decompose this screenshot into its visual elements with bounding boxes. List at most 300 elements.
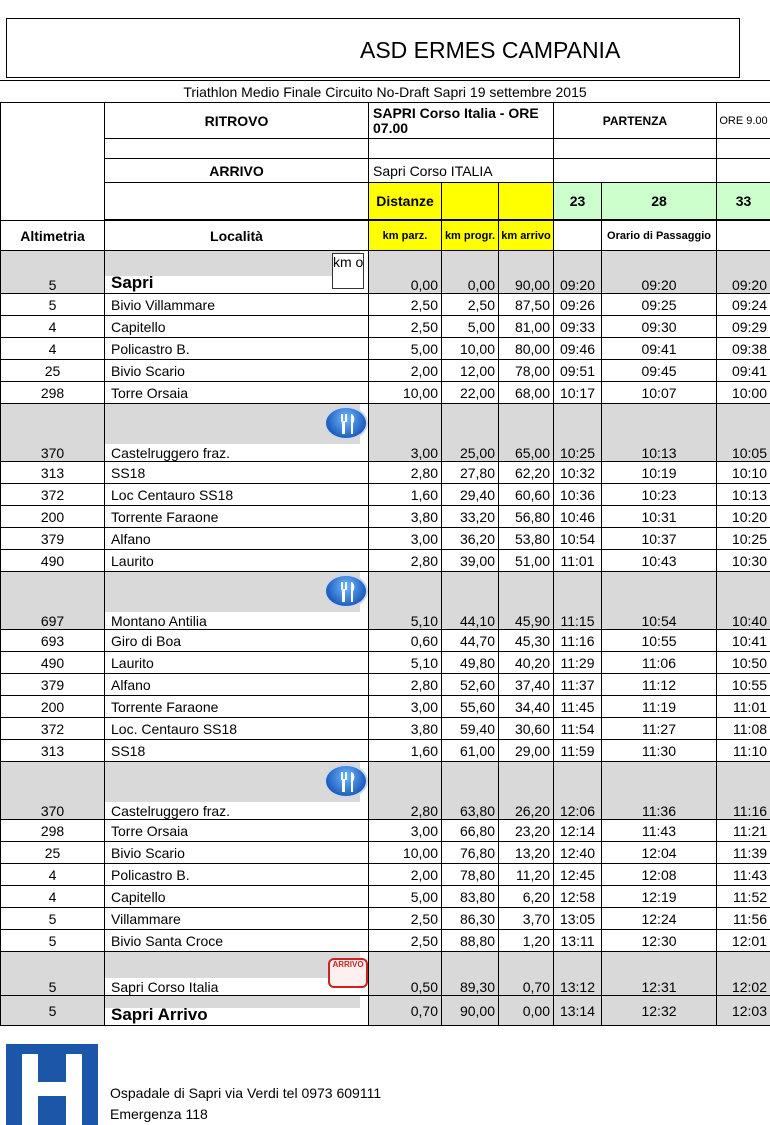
km-parz-cell (369, 630, 442, 652)
time-28-cell (602, 404, 717, 462)
time-28-cell (602, 630, 717, 652)
time-23-cell (554, 506, 602, 528)
cell-value: 3,00 (410, 530, 438, 547)
km-parz-cell (369, 674, 442, 696)
cell-value: 25 (44, 362, 61, 379)
cell-value: 5 (48, 979, 57, 995)
km-progr-cell (442, 316, 499, 338)
speed-23: 23 (554, 183, 602, 220)
route-table (0, 102, 770, 1026)
time-23-cell (554, 251, 602, 294)
time-28-cell (602, 652, 717, 674)
cell-value: 10:00 (731, 384, 768, 401)
cell-value: 0,50 (410, 979, 438, 995)
table-row (1, 996, 770, 1026)
speed-28: 28 (602, 183, 717, 220)
km-progr-cell (442, 930, 499, 952)
location-cell (105, 404, 369, 462)
cell-value: 10:40 (731, 613, 768, 629)
location-name: SS18 (111, 464, 146, 481)
time-23-cell (554, 404, 602, 462)
location-cell (105, 360, 369, 382)
cell-value: 13,20 (514, 844, 550, 861)
time-23-cell (554, 630, 602, 652)
time-28-cell (602, 360, 717, 382)
cell-value: 66,80 (459, 822, 495, 839)
cell-value: 5,00 (467, 318, 495, 335)
cell-value: 80,00 (514, 340, 550, 357)
cell-value: 0,70 (522, 979, 550, 995)
alt-cell (1, 674, 105, 696)
km-progr-cell (442, 360, 499, 382)
km-arrivo-cell (499, 930, 554, 952)
alt-cell (1, 886, 105, 908)
cell-value: 10:54 (559, 530, 596, 547)
cell-value: 59,40 (459, 720, 495, 737)
km-parz-cell (369, 338, 442, 360)
location-cell (105, 820, 369, 842)
cell-value: 11:16 (560, 632, 595, 649)
time-28-cell (602, 462, 717, 484)
time-23-cell (554, 820, 602, 842)
km-arrivo-cell (499, 718, 554, 740)
cell-value: 09:51 (559, 362, 596, 379)
cell-value: 10:13 (731, 486, 768, 503)
location-name: Torre Orsaia (111, 384, 189, 401)
km-arrivo-cell (499, 528, 554, 550)
cell-value: 12:03 (731, 1002, 768, 1019)
km-arrivo-cell (499, 550, 554, 572)
time-23-cell (554, 930, 602, 952)
km-parz-cell (369, 404, 442, 462)
location-cell (105, 316, 369, 338)
cell-value: 11:29 (560, 654, 595, 671)
km-arrivo-cell (499, 996, 554, 1026)
km-arrivo-cell (499, 382, 554, 404)
time-33-cell (717, 506, 770, 528)
altimetria-header: Altimetria (1, 221, 105, 251)
km-parz-cell (369, 506, 442, 528)
table-row (1, 404, 770, 462)
km-arrivo-cell (499, 652, 554, 674)
cell-value: 3,70 (522, 910, 550, 927)
table-row (1, 718, 770, 740)
km-parz-cell (369, 886, 442, 908)
cell-value: 12:30 (641, 932, 677, 949)
cell-value: 55,60 (459, 698, 495, 715)
column-header-row (1, 221, 770, 251)
time-23-cell (554, 294, 602, 316)
cell-value: 34,40 (514, 698, 550, 715)
cell-value: 11:08 (733, 720, 768, 737)
location-cell (105, 996, 369, 1026)
cell-value: 2,00 (410, 866, 438, 883)
cell-value: 11:15 (560, 613, 595, 629)
cell-value: 1,20 (522, 932, 550, 949)
km-progr-cell (442, 820, 499, 842)
alt-cell (1, 908, 105, 930)
cell-value: 10:36 (559, 486, 596, 503)
km-parz-cell (369, 930, 442, 952)
location-name: Giro di Boa (111, 632, 182, 649)
km-arrivo-cell (499, 462, 554, 484)
cell-value: 10:55 (641, 632, 677, 649)
cell-value: 10,00 (459, 340, 495, 357)
alt-cell (1, 864, 105, 886)
cell-value: 29,40 (459, 486, 495, 503)
time-23-cell (554, 696, 602, 718)
cell-value: 09:38 (731, 340, 768, 357)
cell-value: 10:25 (559, 445, 596, 461)
km-parz-cell (369, 740, 442, 762)
km-progr-cell (442, 338, 499, 360)
table-row (1, 316, 770, 338)
cell-value: 2,50 (410, 296, 438, 313)
spacer-row (1, 139, 770, 159)
time-28-cell (602, 930, 717, 952)
table-row (1, 952, 770, 996)
cell-value: 10:30 (731, 552, 768, 569)
cell-value: 313 (40, 742, 65, 759)
time-28-cell (602, 842, 717, 864)
cell-value: 10:54 (641, 613, 677, 629)
cell-value: 12:58 (559, 888, 596, 905)
table-row (1, 820, 770, 842)
alt-cell (1, 404, 105, 462)
time-28-cell (602, 338, 717, 360)
cell-value: 09:29 (731, 318, 768, 335)
km-progr-header: km progr. (442, 221, 499, 251)
cell-value: 36,20 (459, 530, 495, 547)
alt-cell (1, 652, 105, 674)
time-23-cell (554, 360, 602, 382)
cell-value: 12:31 (641, 979, 677, 995)
cell-value: 5,00 (410, 340, 438, 357)
table-row (1, 930, 770, 952)
alt-cell (1, 382, 105, 404)
km-progr-cell (442, 952, 499, 996)
time-28-cell (602, 382, 717, 404)
km-progr-cell (442, 762, 499, 820)
time-33-cell (717, 316, 770, 338)
km-progr-cell (442, 251, 499, 294)
time-33-cell (717, 630, 770, 652)
arrivo-badge-label: ARRIVO (332, 960, 364, 969)
location-cell (105, 696, 369, 718)
km-arrivo-cell (499, 864, 554, 886)
table-row (1, 652, 770, 674)
time-33-cell (717, 996, 770, 1026)
km-arrivo-cell (499, 674, 554, 696)
time-33-cell (717, 382, 770, 404)
cell-value: 490 (40, 552, 65, 569)
title-box (6, 18, 740, 78)
cell-value: 4 (48, 340, 57, 357)
location-name: Capitello (111, 888, 166, 905)
alt-cell (1, 762, 105, 820)
cell-value: 3,00 (410, 822, 438, 839)
cell-value: 11:54 (560, 720, 595, 737)
ritrovo-value: SAPRI Corso Italia - ORE 07.00 (369, 103, 554, 139)
time-23-cell (554, 952, 602, 996)
cell-value: 12:19 (641, 888, 677, 905)
cell-value: 11:06 (642, 654, 676, 671)
cell-value: 45,90 (514, 613, 550, 629)
time-23-cell (554, 528, 602, 550)
cell-value: 11:30 (642, 742, 676, 759)
cell-value: 298 (40, 384, 65, 401)
cell-value: 23,20 (514, 822, 550, 839)
table-row (1, 630, 770, 652)
alt-cell (1, 506, 105, 528)
location-name: SS18 (111, 742, 146, 759)
cell-value: 10:55 (731, 676, 768, 693)
time-23-cell (554, 762, 602, 820)
cell-value: 11:10 (733, 742, 768, 759)
km-arrivo-cell (499, 338, 554, 360)
distanze-label: Distanze (369, 183, 442, 220)
km-arrivo-cell (499, 762, 554, 820)
time-23-cell (554, 382, 602, 404)
time-33-cell (717, 360, 770, 382)
cell-value: 09:41 (731, 362, 768, 379)
cell-value: 60,60 (514, 486, 550, 503)
cell-value: 379 (40, 530, 65, 547)
cell-value: 56,80 (514, 508, 550, 525)
cell-value: 10:05 (731, 445, 768, 461)
cell-value: 490 (40, 654, 65, 671)
alt-cell (1, 820, 105, 842)
cell-value: 5 (48, 932, 57, 949)
km-parz-cell (369, 484, 442, 506)
km-parz-cell (369, 762, 442, 820)
km-progr-cell (442, 864, 499, 886)
km-progr-cell (442, 886, 499, 908)
table-row (1, 674, 770, 696)
table-row (1, 886, 770, 908)
location-name: Torrente Faraone (111, 698, 219, 715)
cell-value: 10:20 (731, 508, 768, 525)
km-parz-cell (369, 294, 442, 316)
cell-value: 09:30 (641, 318, 677, 335)
time-33-cell (717, 930, 770, 952)
cell-value: 0,70 (410, 1002, 438, 1019)
table-row (1, 550, 770, 572)
km-progr-cell (442, 996, 499, 1026)
cell-value: 13:12 (559, 979, 596, 995)
time-23-cell (554, 886, 602, 908)
cell-value: 09:20 (641, 277, 677, 293)
table-row (1, 740, 770, 762)
cell-value: 62,20 (514, 464, 550, 481)
cell-value: 200 (40, 698, 65, 715)
km-progr-cell (442, 484, 499, 506)
km-progr-cell (442, 652, 499, 674)
alt-cell (1, 718, 105, 740)
alt-cell (1, 996, 105, 1026)
location-cell (105, 484, 369, 506)
cell-value: 90,00 (514, 277, 550, 293)
location-name: Policastro B. (111, 866, 190, 883)
location-cell (105, 506, 369, 528)
table-row (1, 864, 770, 886)
cell-value: 11:43 (733, 866, 768, 883)
km-parz-cell (369, 528, 442, 550)
location-name: Loc Centauro SS18 (111, 486, 234, 503)
cell-value: 379 (40, 676, 65, 693)
ritrovo-label: RITROVO (105, 103, 369, 139)
km-progr-cell (442, 696, 499, 718)
km-parz-cell (369, 996, 442, 1026)
km-parz-cell (369, 550, 442, 572)
time-33-cell (717, 696, 770, 718)
km-progr-cell (442, 404, 499, 462)
cell-value: 2,80 (410, 676, 438, 693)
cell-value: 372 (40, 720, 65, 737)
cell-value: 2,50 (410, 910, 438, 927)
km-parz-cell (369, 382, 442, 404)
cell-value: 12:02 (731, 979, 768, 995)
km-arrivo-cell (499, 484, 554, 506)
cell-value: 11:43 (642, 822, 676, 839)
cell-value: 0,00 (467, 277, 495, 293)
hospital-logo (6, 1044, 98, 1125)
time-28-cell (602, 550, 717, 572)
cell-value: 12:06 (559, 803, 596, 819)
km-progr-cell (442, 842, 499, 864)
cell-value: 10:32 (559, 464, 596, 481)
km-arrivo-cell (499, 696, 554, 718)
time-28-cell (602, 484, 717, 506)
cell-value: 6,20 (522, 888, 550, 905)
km-progr-cell (442, 630, 499, 652)
location-cell (105, 842, 369, 864)
cell-value: 27,80 (459, 464, 495, 481)
restaurant-icon (324, 764, 368, 798)
time-33-cell (717, 952, 770, 996)
table-row (1, 696, 770, 718)
cell-value: 2,50 (410, 318, 438, 335)
partenza-label: PARTENZA (554, 103, 717, 139)
time-23-cell (554, 718, 602, 740)
location-cell (105, 528, 369, 550)
cell-value: 11:37 (560, 676, 595, 693)
alt-cell (1, 572, 105, 630)
partenza-time: ORE 9.00 (717, 103, 770, 139)
cell-value: 2,80 (410, 552, 438, 569)
cell-value: 5 (48, 296, 57, 313)
org-title: ASD ERMES CAMPANIA (360, 37, 621, 63)
time-33-cell (717, 718, 770, 740)
cell-value: 12:40 (559, 844, 596, 861)
cell-value: 40,20 (514, 654, 550, 671)
cell-value: 76,80 (459, 844, 495, 861)
time-28-cell (602, 674, 717, 696)
blank-cell (1, 103, 105, 221)
time-28-cell (602, 886, 717, 908)
cell-value: 52,60 (459, 676, 495, 693)
time-33-cell (717, 484, 770, 506)
alt-cell (1, 550, 105, 572)
km-parz-cell (369, 952, 442, 996)
cell-value: 3,00 (410, 698, 438, 715)
cell-value: 10:07 (641, 384, 677, 401)
cell-value: 81,00 (514, 318, 550, 335)
cell-value: 10:37 (641, 530, 677, 547)
table-row (1, 572, 770, 630)
cell-value: 11:36 (642, 803, 676, 819)
cell-value: 5 (48, 277, 57, 293)
location-cell (105, 462, 369, 484)
cell-value: 25 (44, 844, 61, 861)
location-name: Alfano (111, 676, 151, 693)
cell-value: 10:13 (641, 445, 677, 461)
location-cell (105, 294, 369, 316)
location-name: Castelruggero fraz. (111, 445, 231, 461)
time-28-cell (602, 820, 717, 842)
ritrovo-row (1, 103, 770, 139)
cell-value: 11:21 (733, 822, 768, 839)
km-progr-cell (442, 740, 499, 762)
location-cell (105, 864, 369, 886)
km-progr-cell (442, 572, 499, 630)
alt-cell (1, 630, 105, 652)
cell-value: 13:05 (559, 910, 596, 927)
cell-value: 09:25 (641, 296, 677, 313)
cell-value: 87,50 (514, 296, 550, 313)
location-cell (105, 886, 369, 908)
alt-cell (1, 294, 105, 316)
time-23-cell (554, 338, 602, 360)
cell-value: 09:24 (731, 296, 768, 313)
cell-value: 09:33 (559, 318, 596, 335)
cell-value: 78,80 (459, 866, 495, 883)
cell-value: 200 (40, 508, 65, 525)
km-progr-cell (442, 550, 499, 572)
cell-value: 1,60 (410, 486, 438, 503)
cell-value: 10,00 (402, 844, 438, 861)
cell-value: 2,80 (410, 464, 438, 481)
cell-value: 09:20 (731, 277, 768, 293)
cell-value: 11:19 (642, 698, 676, 715)
time-33-cell (717, 550, 770, 572)
cell-value: 09:41 (641, 340, 677, 357)
cell-value: 0,00 (522, 1002, 550, 1019)
cell-value: 3,80 (410, 720, 438, 737)
cell-value: 10:10 (731, 464, 768, 481)
cell-value: 11:27 (642, 720, 676, 737)
cell-value: 10:46 (559, 508, 596, 525)
arrivo-value: Sapri Corso ITALIA (369, 159, 554, 183)
time-33-cell (717, 864, 770, 886)
cell-value: 63,80 (459, 803, 495, 819)
table-row (1, 462, 770, 484)
table-row (1, 484, 770, 506)
cell-value: 25,00 (459, 445, 495, 461)
hospital-h-icon (22, 1054, 82, 1125)
time-23-cell (554, 740, 602, 762)
time-33-cell (717, 294, 770, 316)
location-cell (105, 930, 369, 952)
time-23-cell (554, 462, 602, 484)
cell-value: 10:19 (641, 464, 677, 481)
km-arrivo-cell (499, 952, 554, 996)
location-cell (105, 338, 369, 360)
time-28-cell (602, 908, 717, 930)
arrivo-badge (328, 958, 368, 988)
cell-value: 29,00 (514, 742, 550, 759)
time-33-cell (717, 820, 770, 842)
